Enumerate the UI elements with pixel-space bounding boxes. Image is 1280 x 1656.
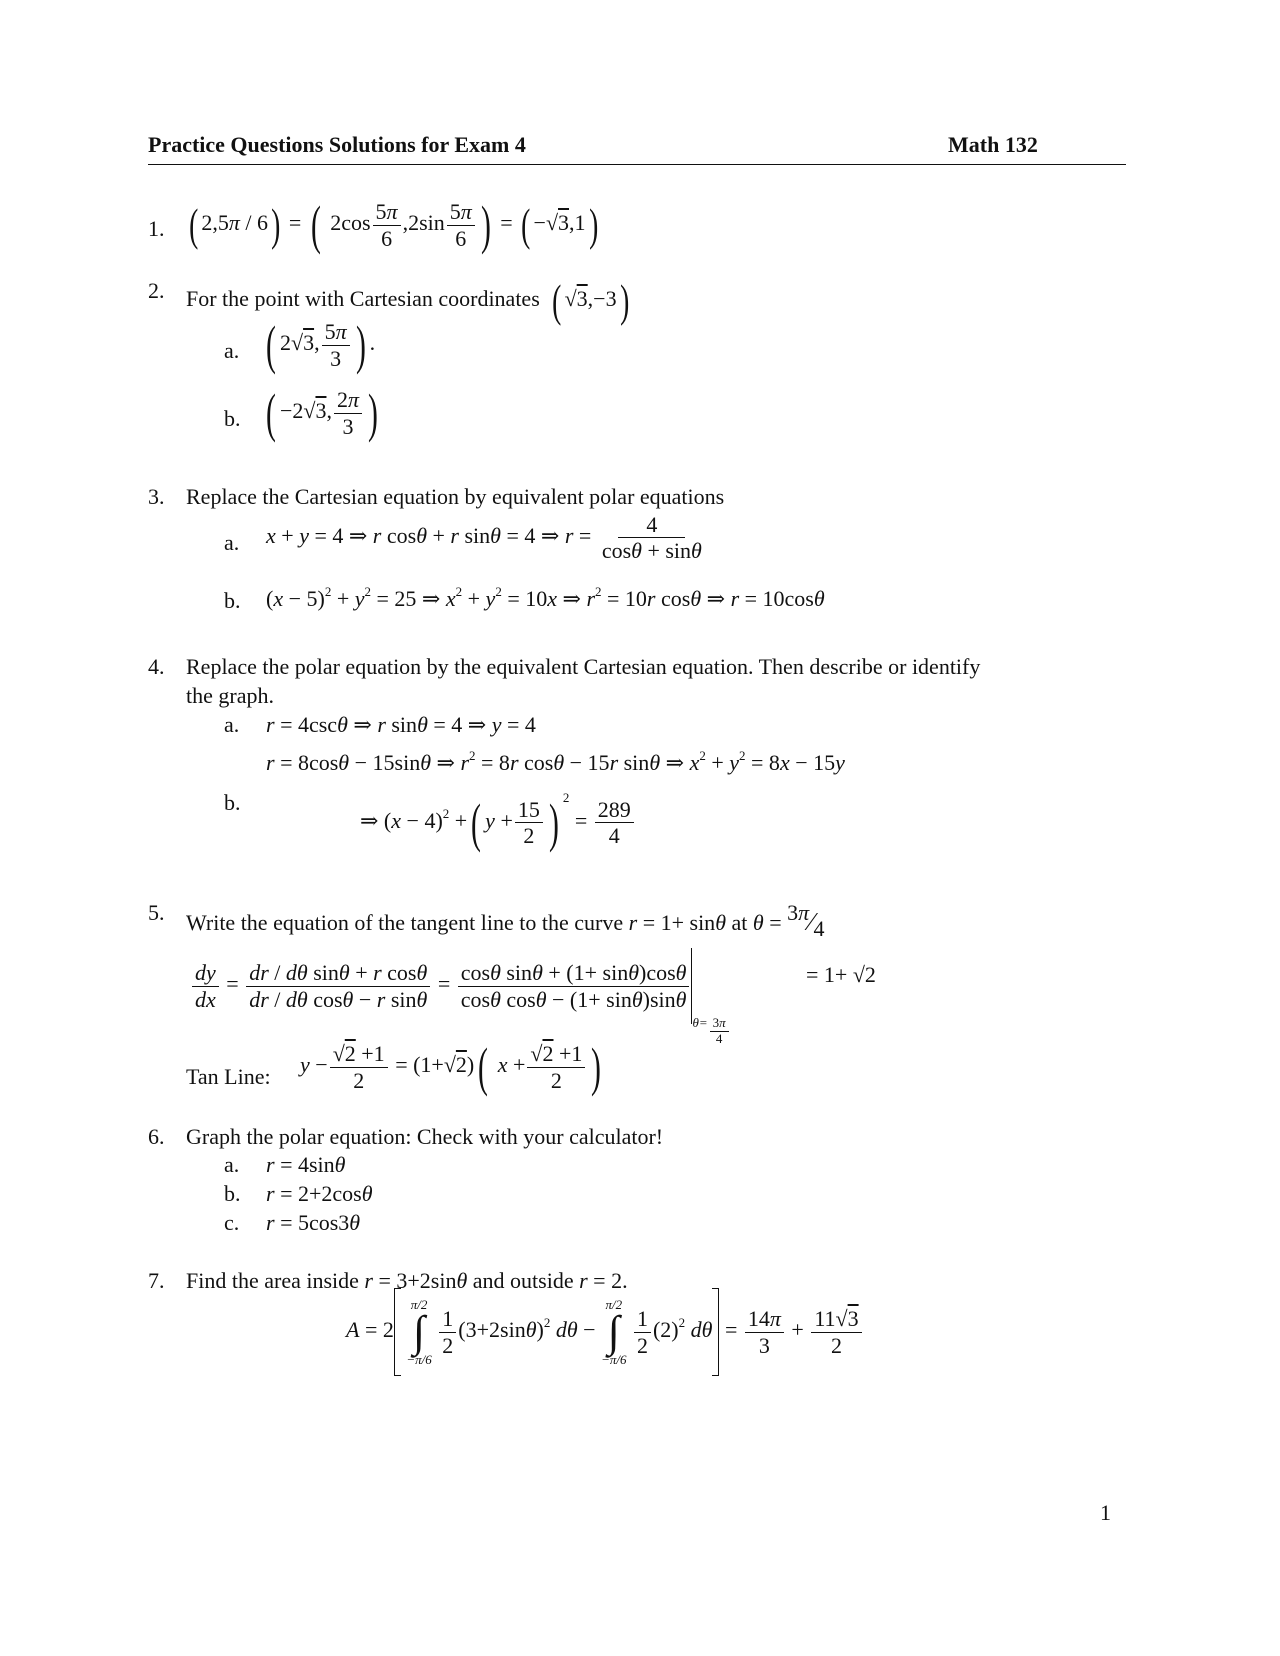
q5-text: Write the equation of the tangent line to the curve r = 1+ sinθ at θ = 3π∕4	[186, 900, 825, 941]
q4b-expr1-text: r = 8cosθ − 15sinθ ⇒ r² = 8r cosθ − 15r sinθ ⇒ x² + y² = 8x − 15y	[92, 1620, 119, 1621]
q6-number: 6.	[148, 1124, 165, 1149]
q2b-expr-text: (−2√3, 2π/3)	[26, 1620, 32, 1621]
q5-theta-text: θ = 3π/4	[136, 1620, 140, 1621]
q2a-label: a.	[224, 338, 240, 363]
q6c-expression: r = 5cos3θ	[266, 1210, 361, 1235]
q2b-expression: ( −2√3, $\frac{2\pi}{3}$ )	[266, 383, 378, 443]
q4-text-line2: the graph.	[186, 683, 274, 708]
q3a-expression: x + y = 4 ⇒ r cosθ + r sinθ = 4 ⇒ r = $\frac{4}{\cos\theta + \sin\theta}$	[266, 512, 702, 564]
q2-number: 2.	[148, 278, 165, 303]
q3a-expr-text: x + y = 4 ⇒ r cosθ + r sinθ = 4 ⇒ r = 4 / (cosθ + sinθ)	[32, 1620, 54, 1621]
q6b-expr-text: r = 2+2cosθ	[209, 1620, 214, 1621]
q7-number: 7.	[148, 1268, 165, 1293]
q4b-expr2-text: ⇒ (x − 4)² + (y + 15/2)² = 289/4	[118, 1620, 132, 1621]
course-label: Math 132	[948, 132, 1038, 157]
math-text-equivalents	[0, 1620, 1280, 1621]
q5-tan-expression: y − $\frac{√2 +1}{2}$ = (1+√2)( x + $\frac{√2 +1}{2}$ )	[300, 1037, 602, 1097]
q2-text: For the point with Cartesian coordinates ( √3,−3)	[186, 275, 629, 326]
q2-point-text: (√3,−3)	[18, 1620, 22, 1621]
q5-curve-text: r = 1+ sinθ	[131, 1620, 137, 1621]
q5-result: = 1+ √2	[806, 962, 876, 987]
q3b-expression: $(x - 5)^2 + y^2 = 25$ ⇒ $x^2 + y^2 = 10x$ ⇒ $r^2 = 10r$ cosθ ⇒ r = 10cosθ	[266, 584, 825, 611]
q5-derivative: $\frac{dy}{dx}$ = $\frac{\text{dr / dθ sinθ + r cosθ}}{\text{dr / dθ cosθ − r sinθ}}$ = $\frac{\text{cosθ sinθ + (1+ sinθ)cosθ}}{\text{cosθ cosθ − (1+ sinθ)sinθ}}$ $_{\theta=}$ $\frac{3\pi}{4}$	[190, 948, 731, 1047]
q4-number: 4.	[148, 654, 165, 679]
q4a-expr-text: r = 4cscθ ⇒ r sinθ = 4 ⇒ y = 4	[79, 1620, 92, 1621]
q6b-expression: r = 2+2cosθ	[266, 1181, 373, 1206]
q3a-label: a.	[224, 530, 240, 555]
q2a-expr-text: (2√3, 5π/3).	[21, 1620, 27, 1621]
q4-text-line1: Replace the polar equation by the equivalent Cartesian equation. Then describe or identify	[186, 654, 981, 679]
q4a-label: a.	[224, 712, 240, 737]
q6a-expression: r = 4sinθ	[266, 1152, 346, 1177]
q7-text: Find the area inside r = 3+2sinθ and outside r = 2.	[186, 1268, 628, 1293]
q6c-expr-text: r = 5cos3θ	[214, 1620, 219, 1621]
q2a-expression: ( 2√3, $\frac{5\pi}{3}$ ) .	[266, 315, 376, 375]
q3-number: 3.	[148, 484, 165, 509]
q7-expr-text: A = 2[ ∫_{−π/6}^{π/2} 1/2 (3+2sinθ)² dθ − ∫_{−π/6}^{π/2} 1/2 (2)² dθ ] = 14π/3 + 11√3/2	[225, 1620, 262, 1621]
q1-expression: ( 2,5π / 6) = ( 2cos $\frac{5\pi}{6}$ ,2sin $\frac{5\pi}{6}$ ) = ( −√3,1)	[189, 195, 598, 255]
q6c-label: c.	[224, 1210, 240, 1235]
page-title: Practice Questions Solutions for Exam 4	[148, 132, 526, 157]
header-rule	[148, 164, 1126, 165]
q5-tan-text: y − (√2+1)/2 = (1+√2)( x + (√2+1)/2 )	[189, 1620, 205, 1621]
page-number: 1	[1100, 1500, 1111, 1525]
q1-expr-text: (2,5π / 6) = ( 2cos 5π/6 , 2sin 5π/6 ) = (−√3,1)	[0, 1620, 19, 1621]
q6a-expr-text: r = 4sinθ	[205, 1620, 209, 1621]
q3-text: Replace the Cartesian equation by equivalent polar equations	[186, 484, 725, 509]
q6a-label: a.	[224, 1152, 240, 1177]
q4b-expression-line1: r = 8cosθ − 15sinθ ⇒ $r^2 = 8r$ cosθ − 15r sinθ ⇒ $x^2 + y^2 = 8x - 15y$	[266, 748, 845, 775]
q2b-label: b.	[224, 406, 241, 431]
q5-tan-label: Tan Line:	[186, 1064, 271, 1089]
q6b-label: b.	[224, 1181, 241, 1206]
q3b-expr-text: (x − 5)² + y² = 25 ⇒ x² + y² = 10x ⇒ r² = 10r cosθ ⇒ r = 10cosθ	[53, 1620, 80, 1621]
q5-number: 5.	[148, 900, 165, 925]
q5-deriv-text: dy/dx = (dr/dθ sinθ + r cosθ)/(dr/dθ cosθ − r sinθ) = (cosθ sinθ + (1+ sinθ)cosθ)/(cosθ cosθ − (1+ sinθ)sinθ) |θ=3π/4 = 1+ √2	[139, 1620, 190, 1621]
q4a-expression: r = 4cscθ ⇒ r sinθ = 4 ⇒ y = 4	[266, 712, 536, 737]
q4b-label: b.	[224, 790, 241, 815]
q7-curve2-text: r = 2	[223, 1620, 226, 1621]
q4b-expression-line2: ⇒ $(x - 4)^2$ +( y + $\frac{15}{2}$ ) $^2$ = $\frac{289}{4}$	[360, 790, 636, 850]
q7-expression: A = 2 π/2 ∫ −π/6 $\frac{1}{2}$ $(3+2\sin\theta)^2$ dθ − π/2 ∫ −π/6 $\frac{1}{2}$ $(2)^2$ dθ = $\frac{14\pi}{3}$ + $\frac{11√3}{2}$	[346, 1288, 864, 1376]
q1-number: 1.	[148, 216, 165, 241]
q6-text: Graph the polar equation: Check with your calculator!	[186, 1124, 664, 1149]
q7-curve1-text: r = 3+2sinθ	[218, 1620, 224, 1621]
q3b-label: b.	[224, 588, 241, 613]
